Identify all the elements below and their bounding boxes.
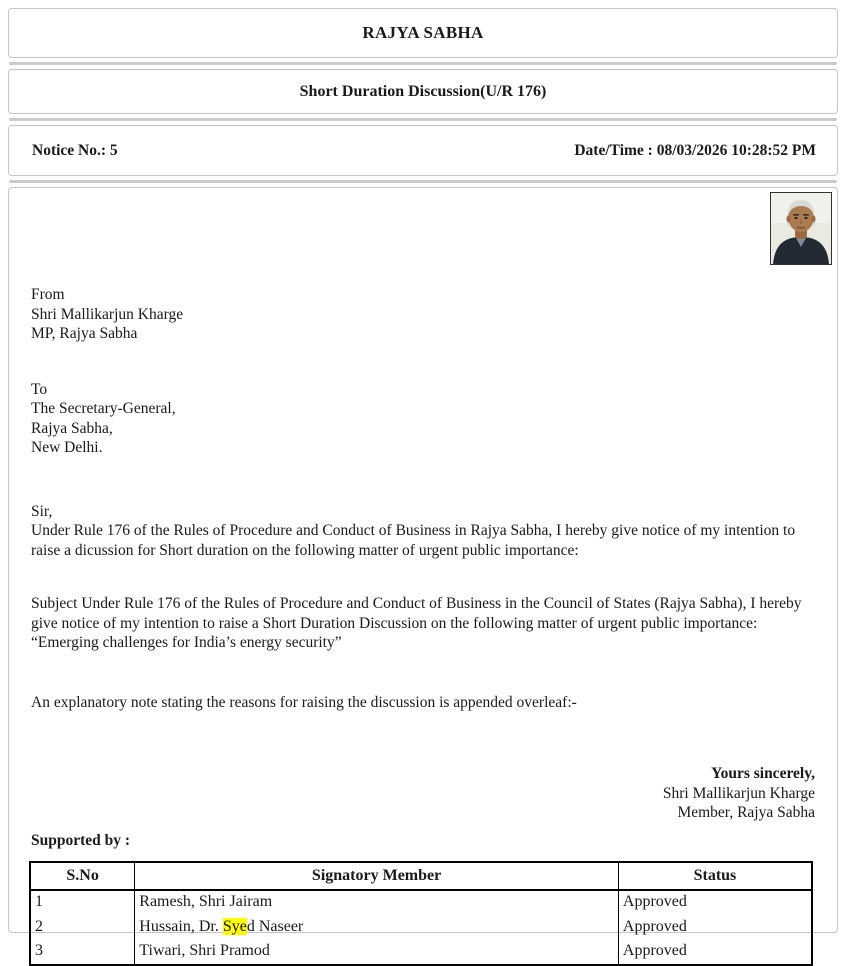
letter-content xyxy=(9,285,837,966)
to-line: New Delhi. xyxy=(31,439,103,456)
supported-by-label: Supported by : xyxy=(31,831,131,849)
notice-meta-bar xyxy=(8,125,838,176)
table-header-row xyxy=(30,862,812,890)
table-row xyxy=(30,940,812,965)
signatory-name: Shri Mallikarjun Kharge xyxy=(662,784,815,802)
sno-cell: 1 xyxy=(30,890,135,915)
member-name: Ramesh, Shri Jairam xyxy=(139,893,273,911)
member-cell xyxy=(135,915,619,940)
header-title-bar xyxy=(8,8,838,58)
to-block xyxy=(31,380,815,458)
header-subtitle-bar xyxy=(8,69,838,114)
table-row xyxy=(30,890,812,915)
signatory-designation: Member, Rajya Sabha xyxy=(677,804,815,821)
from-name: Shri Mallikarjun Kharge xyxy=(31,305,184,323)
notice-number: Notice No.: 5 xyxy=(32,141,118,159)
signature-closing: Yours sincerely, xyxy=(711,765,815,782)
member-portrait-photo xyxy=(770,192,832,265)
salutation: Sir, xyxy=(31,502,53,520)
section-divider xyxy=(9,62,837,65)
search-highlight: Sye xyxy=(222,917,247,935)
from-block xyxy=(31,285,815,344)
status-cell: Approved xyxy=(618,915,812,940)
sno-cell: 3 xyxy=(30,940,135,965)
notice-datetime: Date/Time : 08/03/2026 10:28:52 PM xyxy=(574,141,816,159)
member-name: Hussain, Dr. xyxy=(139,917,223,935)
from-designation: MP, Rajya Sabha xyxy=(31,325,138,342)
rule-notice-paragraph xyxy=(31,502,815,561)
status-cell: Approved xyxy=(618,940,812,965)
from-label: From xyxy=(31,286,65,303)
sno-cell: 2 xyxy=(30,915,135,940)
rule-notice-text: Under Rule 176 of the Rules of Procedure and Conduct of Business in Rajya Sabha, I hereby give notice of my intention to raise a dicussion for Short duration on the following matter of urgent public importance: xyxy=(31,522,796,559)
section-divider xyxy=(9,118,837,121)
table-row xyxy=(30,915,812,940)
section-divider xyxy=(9,180,837,183)
signatories-table xyxy=(29,861,813,966)
page-title: RAJYA SABHA xyxy=(362,23,484,42)
to-line: Rajya Sabha, xyxy=(31,419,113,437)
member-cell xyxy=(135,940,619,965)
status-cell: Approved xyxy=(618,890,812,915)
column-header-sno: S.No xyxy=(30,862,135,890)
column-header-status: Status xyxy=(618,862,812,890)
member-name-suffix: d Naseer xyxy=(246,917,304,935)
signature-block xyxy=(31,764,815,823)
explanatory-note: An explanatory note stating the reasons for raising the discussion is appended overleaf:- xyxy=(31,693,577,711)
member-portrait-illustration xyxy=(771,193,831,264)
to-label: To xyxy=(31,380,48,398)
letter-body xyxy=(8,187,838,960)
subject-paragraph: Subject Under Rule 176 of the Rules of Procedure and Conduct of Business in the Council of States (Rajya Sabha), I hereby give notice of my intention to raise a Short Duration Discussion on the following matter of urgent public importance: “Emerging challenges for India’s energy security” xyxy=(31,595,802,651)
to-line: The Secretary-General, xyxy=(31,400,176,417)
column-header-signatory-member: Signatory Member xyxy=(135,862,619,890)
member-name: Tiwari, Shri Pramod xyxy=(139,942,270,960)
page-subtitle: Short Duration Discussion(U/R 176) xyxy=(299,82,547,100)
member-cell xyxy=(135,890,619,915)
